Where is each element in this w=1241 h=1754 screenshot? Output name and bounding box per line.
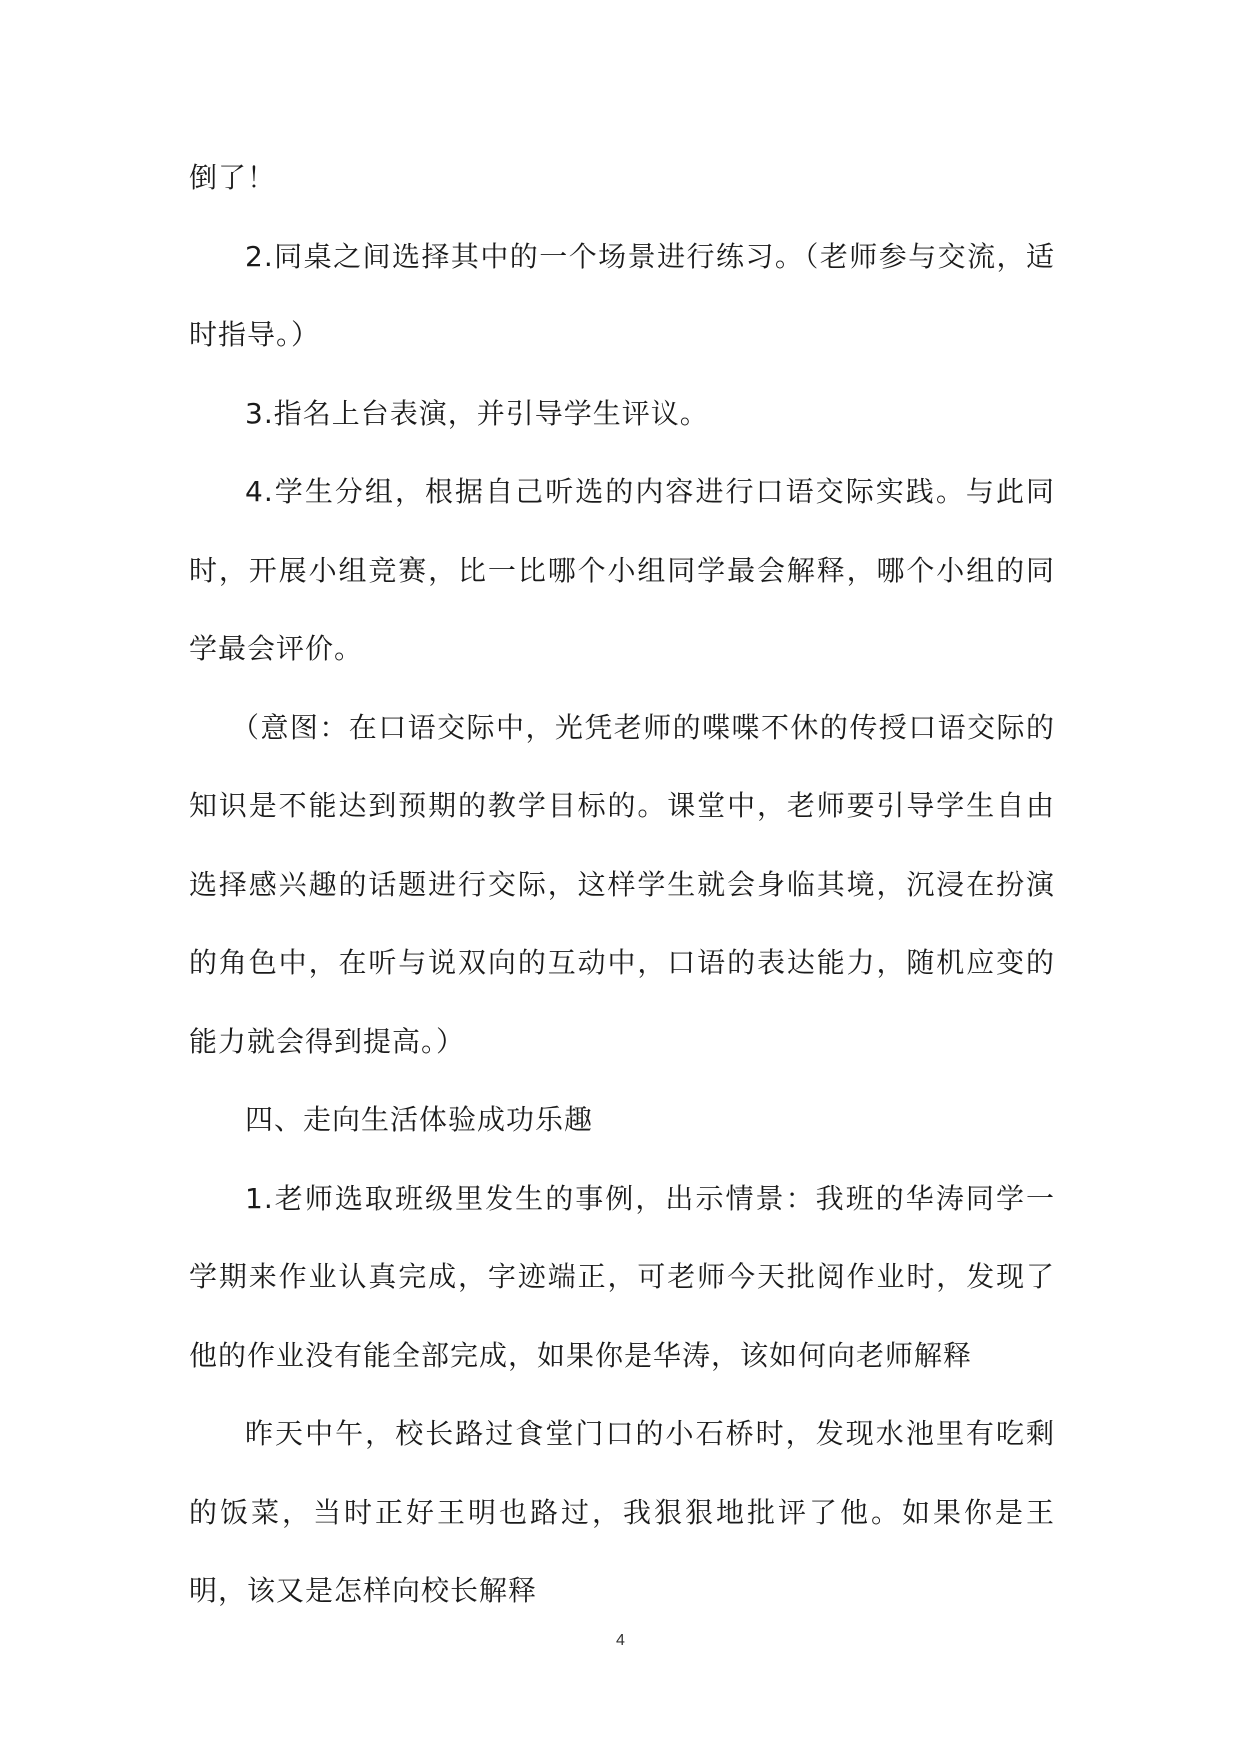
page-number: 4 <box>616 1632 625 1649</box>
paragraph-continuation: 倒了！ <box>189 161 277 194</box>
body-text <box>189 139 1055 1631</box>
paragraph-scenario-2: 昨天中午，校长路过食堂门口的小石桥时，发现水池里有吃剩的饭菜，当时正好王明也路过，我狠狠地批评了他。如果你是王明，该又是怎样向校长解释 <box>189 1417 1055 1607</box>
section-heading: 四、走向生活体验成功乐趣 <box>245 1103 594 1136</box>
paragraph-step-3: 3.指名上台表演，并引导学生评议。 <box>245 396 709 430</box>
paragraph-step-2: 2.同桌之间选择其中的一个场景进行练习。（老师参与交流，适时指导。） <box>189 239 1055 351</box>
paragraph-intent-note: （意图：在口语交际中，光凭老师的喋喋不休的传授口语交际的知识是不能达到预期的教学目标的。课堂中，老师要引导学生自由选择感兴趣的话题进行交际，这样学生就会身临其境，沉浸在扮演的角色中，在听与说双向的互动中，口语的表达能力，随机应变的能力就会得到提高。） <box>189 710 1055 1058</box>
paragraph-scenario-1: 1.老师选取班级里发生的事例，出示情景：我班的华涛同学一学期来作业认真完成，字迹端正，可老师今天批阅作业时，发现了他的作业没有能全部完成，如果你是华涛，该如何向老师解释 <box>189 1181 1055 1372</box>
paragraph-step-4: 4.学生分组，根据自己听选的内容进行口语交际实践。与此同时，开展小组竞赛，比一比哪个小组同学最会解释，哪个小组的同学最会评价。 <box>189 475 1055 665</box>
